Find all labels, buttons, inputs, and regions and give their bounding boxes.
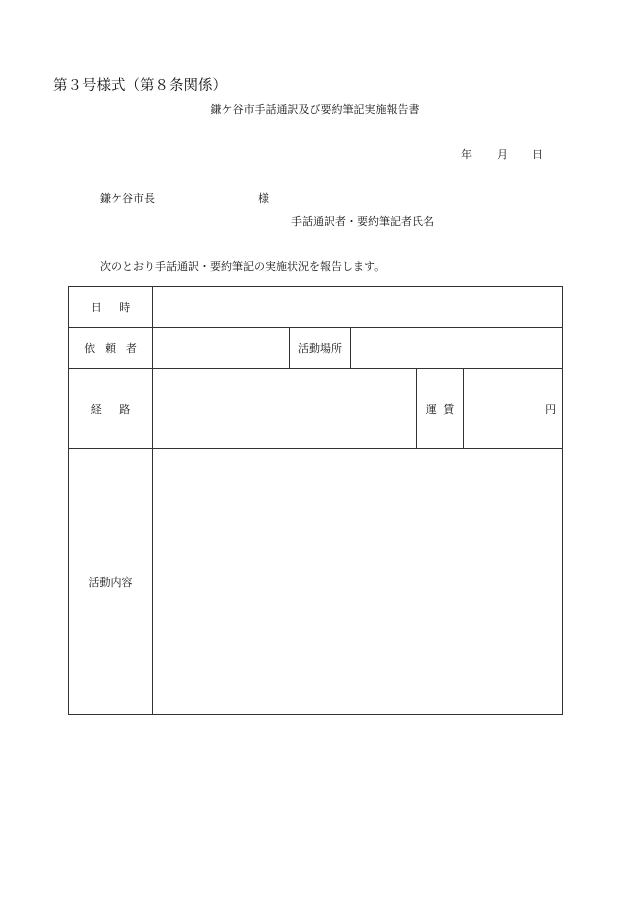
date-day-label: 日 — [532, 148, 543, 161]
venue-field[interactable] — [351, 328, 563, 369]
route-field[interactable] — [153, 369, 417, 449]
route-row — [69, 369, 563, 449]
honorific: 様 — [258, 192, 269, 205]
content-field[interactable] — [153, 449, 563, 715]
yen-unit: 円 — [545, 402, 557, 416]
date-month-label: 月 — [497, 148, 508, 161]
content-row — [69, 449, 563, 715]
datetime-label: 日時 — [69, 287, 153, 328]
content-label: 活動内容 — [69, 449, 153, 715]
fare-field[interactable] — [464, 369, 563, 449]
intro-text: 次のとおり手話通訳・要約筆記の実施状況を報告します。 — [100, 260, 386, 273]
document-title: 鎌ケ谷市手話通訳及び要約筆記実施報告書 — [210, 103, 420, 116]
route-label: 経路 — [69, 369, 153, 449]
report-table — [68, 286, 563, 715]
datetime-field[interactable] — [153, 287, 563, 328]
date-year-label: 年 — [461, 148, 472, 161]
requester-row — [69, 328, 563, 369]
addressee: 鎌ケ谷市長 — [100, 192, 155, 205]
venue-label: 活動場所 — [290, 328, 351, 369]
reporter-name-label: 手話通訳者・要約筆記者氏名 — [291, 215, 434, 228]
requester-field[interactable] — [153, 328, 290, 369]
fare-label: 運賃 — [417, 369, 464, 449]
requester-label: 依頼者 — [69, 328, 153, 369]
datetime-row — [69, 287, 563, 328]
form-number-label: 第３号様式（第８条関係） — [53, 78, 227, 94]
